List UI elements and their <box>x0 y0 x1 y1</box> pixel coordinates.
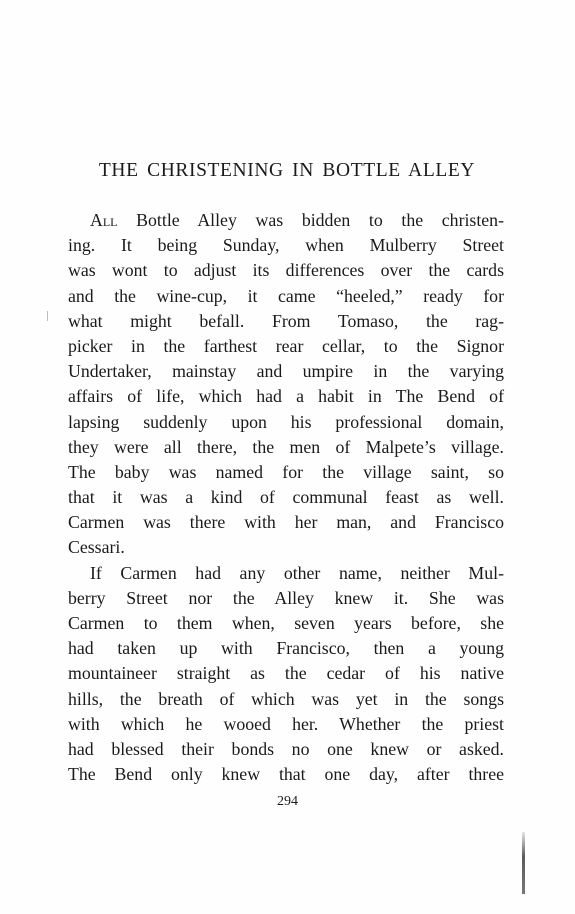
text-line: The baby was named for the village saint, so <box>68 461 504 482</box>
text-line: If Carmen had any other name, neither Mul- <box>90 562 504 583</box>
page-edge-shadow <box>522 832 525 894</box>
text-line: berry Street nor the Alley knew it. She was <box>68 587 504 608</box>
chapter-title: THE CHRISTENING IN BOTTLE ALLEY <box>98 160 476 181</box>
text-line: ing. It being Sunday, when Mulberry Street <box>68 235 504 256</box>
text-line: they were all there, the men of Malpete’s village. <box>68 436 504 457</box>
text-line: affairs of life, which had a habit in The Bend of <box>68 386 504 407</box>
text-line: Cessari. <box>68 537 125 558</box>
text-line: Carmen to them when, seven years before, she <box>68 613 504 633</box>
text-line: Undertaker, mainstay and umpire in the varying <box>68 361 504 382</box>
text-line: The Bend only knew that one day, after three <box>68 764 504 785</box>
text-line: All Bottle Alley was bidden to the christen- <box>90 210 504 230</box>
opening-small-caps: All <box>90 210 118 230</box>
scan-speck <box>47 311 48 321</box>
text-line: and the wine-cup, it came “heeled,” ready for <box>68 285 504 306</box>
text-line: picker in the farthest rear cellar, to the Signor <box>68 335 504 356</box>
text-line: with which he wooed her. Whether the priest <box>68 713 504 734</box>
text-line: hills, the breath of which was yet in the songs <box>68 688 504 709</box>
body-text <box>68 208 504 787</box>
text-line: had blessed their bonds no one knew or asked. <box>68 738 504 759</box>
page-number: 294 <box>277 794 298 809</box>
text-line: lapsing suddenly upon his professional domain, <box>68 411 504 432</box>
text-line: mountaineer straight as the cedar of his native <box>68 663 504 684</box>
text-line: had taken up with Francisco, then a young <box>68 638 504 659</box>
text-line: Carmen was there with her man, and Francisco <box>68 512 504 533</box>
text-line: that it was a kind of communal feast as well. <box>68 487 504 508</box>
text-line: what might befall. From Tomaso, the rag- <box>68 310 504 331</box>
text-line: was wont to adjust its differences over the cards <box>68 260 504 281</box>
